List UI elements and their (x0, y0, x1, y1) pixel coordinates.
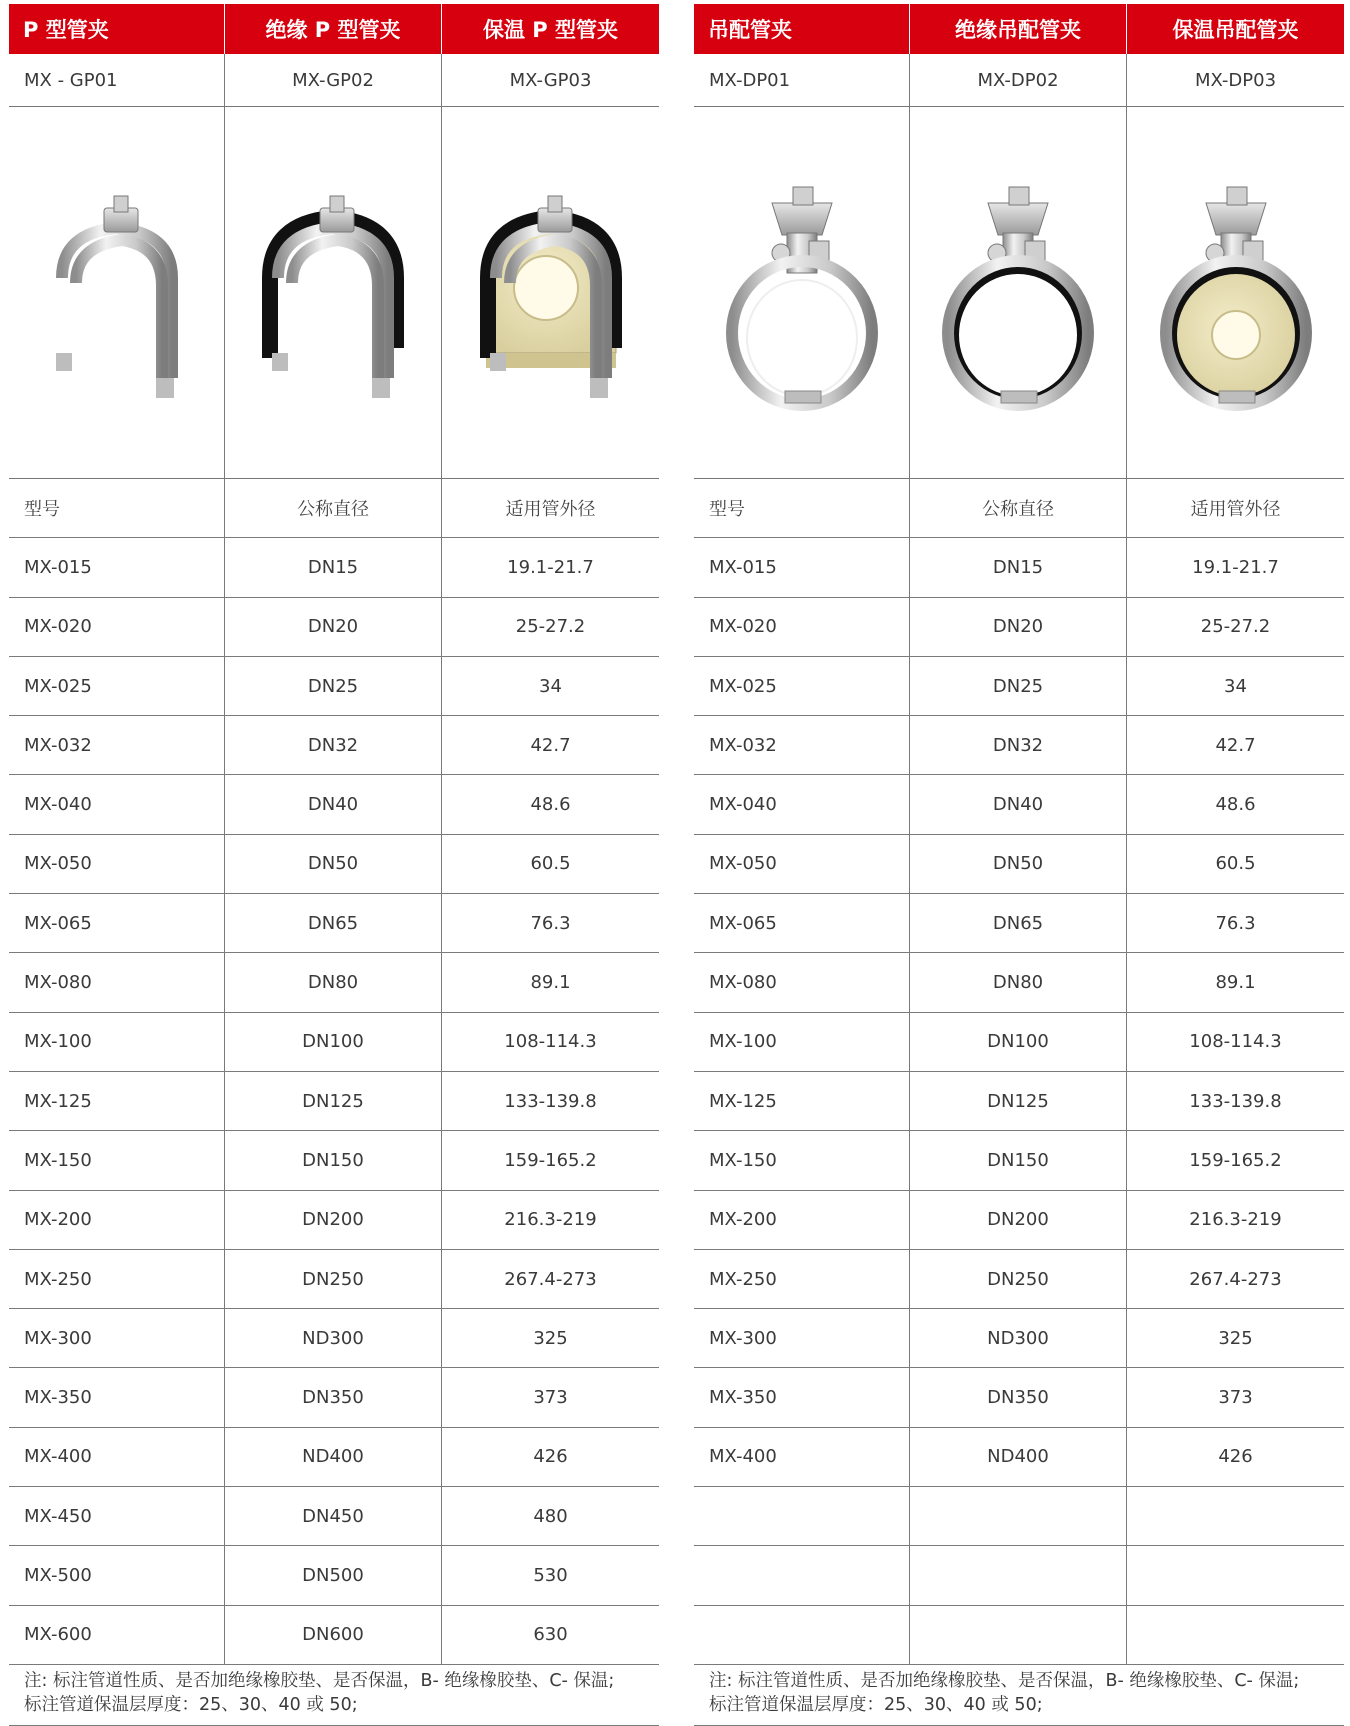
table-cell (910, 1487, 1127, 1545)
table-row (9, 775, 659, 834)
table-cell: MX-200 (9, 1191, 225, 1249)
table-cell: DN40 (910, 775, 1127, 833)
table-cell: 34 (1224, 675, 1247, 697)
table-row (9, 1013, 659, 1072)
table-cell: MX-250 (9, 1250, 225, 1308)
table-cell: MX-125 (9, 1072, 225, 1130)
table-row (9, 1368, 659, 1427)
product-code: MX-DP03 (1194, 69, 1277, 91)
product-image-row (694, 107, 1344, 479)
table-cell: 373 (1218, 1387, 1253, 1409)
product-image-cell (225, 107, 442, 478)
table-cell: MX-015 (9, 538, 225, 596)
table-cell: DN150 (910, 1131, 1127, 1189)
table-cell: MX-025 (694, 657, 910, 715)
product-image-cell (694, 107, 910, 478)
table-cell: DN450 (225, 1487, 442, 1545)
table-cell: 42.7 (530, 734, 571, 756)
plain-hanger-clamp-icon (717, 173, 887, 413)
table-row (694, 1131, 1344, 1190)
table-cell: DN40 (225, 775, 442, 833)
product-header: 吊配管夹 (694, 4, 910, 54)
table-cell: MX-600 (9, 1606, 225, 1664)
table-row (694, 598, 1344, 657)
table-row (9, 1309, 659, 1368)
product-image-row (9, 107, 659, 479)
table-cell: MX-150 (9, 1131, 225, 1189)
table-cell: 34 (539, 675, 562, 697)
table-cell: DN80 (225, 953, 442, 1011)
table-cell: 108-114.3 (504, 1031, 597, 1053)
table-cell: ND400 (225, 1428, 442, 1486)
table-cell: MX-300 (9, 1309, 225, 1367)
table-cell: 480 (533, 1505, 568, 1527)
table-cell: DN50 (910, 835, 1127, 893)
table-cell: DN20 (225, 598, 442, 656)
table-cell: 426 (1218, 1446, 1253, 1468)
table-cell: DN125 (910, 1072, 1127, 1130)
table-cell: DN65 (910, 894, 1127, 952)
table-row (694, 716, 1344, 775)
table-cell: MX-080 (9, 953, 225, 1011)
column-header: 型号 (9, 479, 225, 537)
table-cell: MX-400 (9, 1428, 225, 1486)
note (9, 1665, 659, 1726)
insulated-hanger-clamp-icon (1151, 173, 1321, 413)
table-row (9, 1546, 659, 1605)
table-cell: MX-450 (9, 1487, 225, 1545)
product-image-cell (910, 107, 1127, 478)
table-row (9, 1428, 659, 1487)
table-cell: 267.4-273 (1189, 1268, 1282, 1290)
table-cell: 60.5 (530, 853, 571, 875)
note-line: 标注管道保温层厚度：25、30、40 或 50; (709, 1694, 1043, 1715)
product-image-cell (442, 107, 659, 478)
table-cell: 373 (533, 1387, 568, 1409)
table-cell (1127, 1546, 1344, 1604)
product-header: P 型管夹 (9, 4, 225, 54)
table-cell: 133-139.8 (504, 1090, 597, 1112)
product-header: 绝缘 P 型管夹 (225, 4, 442, 54)
table-cell: 60.5 (1215, 853, 1256, 875)
table-cell: ND400 (910, 1428, 1127, 1486)
table-row (694, 1606, 1344, 1665)
table-cell: MX-032 (9, 716, 225, 774)
table-row (9, 894, 659, 953)
product-header: 保温吊配管夹 (1172, 18, 1299, 42)
table-cell: 25-27.2 (515, 616, 586, 638)
table-cell: MX-020 (9, 598, 225, 656)
table-cell: 76.3 (1215, 912, 1256, 934)
table-cell: MX-040 (9, 775, 225, 833)
product-image-cell (1127, 107, 1344, 478)
plain-p-clamp-icon (32, 178, 202, 408)
table-cell: MX-050 (9, 835, 225, 893)
product-code: MX - GP01 (9, 54, 225, 106)
column-header: 适用管外径 (505, 499, 596, 521)
table-cell (910, 1546, 1127, 1604)
table-cell: MX-300 (694, 1309, 910, 1367)
table-row (9, 1487, 659, 1546)
table-cell: 25-27.2 (1200, 616, 1271, 638)
table-cell: DN125 (225, 1072, 442, 1130)
table-cell: ND300 (225, 1309, 442, 1367)
table-cell: DN250 (225, 1250, 442, 1308)
table-cell: 159-165.2 (504, 1149, 597, 1171)
table-row (694, 1309, 1344, 1368)
table-cell: DN100 (910, 1013, 1127, 1071)
table-row (694, 775, 1344, 834)
table-cell: DN350 (225, 1368, 442, 1426)
table-row (9, 835, 659, 894)
table-cell: 216.3-219 (1189, 1209, 1282, 1231)
table-cell: MX-050 (694, 835, 910, 893)
table-cell: DN150 (225, 1131, 442, 1189)
table-row (694, 835, 1344, 894)
table-cell: DN15 (910, 538, 1127, 596)
table-cell: 19.1-21.7 (507, 556, 594, 578)
rubber-lined-hanger-clamp-icon (933, 173, 1103, 413)
table-row (694, 953, 1344, 1012)
table-cell: MX-350 (9, 1368, 225, 1426)
table-cell: 325 (1218, 1327, 1253, 1349)
table-cell: 426 (533, 1446, 568, 1468)
table-cell: DN25 (910, 657, 1127, 715)
table-row (694, 1072, 1344, 1131)
left-table-panel (9, 4, 659, 1726)
table-row (9, 1072, 659, 1131)
table-row (9, 1191, 659, 1250)
table-cell: MX-350 (694, 1368, 910, 1426)
table-cell: 530 (533, 1564, 568, 1586)
table-cell: 267.4-273 (504, 1268, 597, 1290)
right-table-panel (694, 4, 1344, 1726)
rubber-lined-p-clamp-icon (248, 178, 418, 408)
table-cell: MX-025 (9, 657, 225, 715)
column-header: 公称直径 (910, 479, 1127, 537)
table-row (694, 1487, 1344, 1546)
table-cell: ND300 (910, 1309, 1127, 1367)
table-cell: 108-114.3 (1189, 1031, 1282, 1053)
table-cell: DN80 (910, 953, 1127, 1011)
table-cell: 19.1-21.7 (1192, 556, 1279, 578)
column-header: 型号 (694, 479, 910, 537)
product-header: 保温 P 型管夹 (482, 18, 618, 42)
table-row (694, 1013, 1344, 1072)
table-row (694, 538, 1344, 597)
product-code-row (694, 54, 1344, 107)
table-cell (1127, 1487, 1344, 1545)
table-cell (694, 1487, 910, 1545)
table-cell: MX-065 (694, 894, 910, 952)
table-cell: MX-150 (694, 1131, 910, 1189)
table-cell (694, 1606, 910, 1664)
table-row (9, 538, 659, 597)
table-cell: MX-015 (694, 538, 910, 596)
note (694, 1665, 1344, 1726)
product-header: 绝缘吊配管夹 (910, 4, 1127, 54)
header-row (694, 4, 1344, 54)
table-cell: MX-020 (694, 598, 910, 656)
table-cell: DN500 (225, 1546, 442, 1604)
note-line: 注: 标注管道性质、是否加绝缘橡胶垫、是否保温，B- 绝缘橡胶垫、C- 保温; (24, 1670, 615, 1691)
table-row (9, 1250, 659, 1309)
table-cell: MX-500 (9, 1546, 225, 1604)
table-cell: DN200 (910, 1191, 1127, 1249)
table-cell: 48.6 (1215, 794, 1256, 816)
table-cell: DN600 (225, 1606, 442, 1664)
table-cell: 159-165.2 (1189, 1149, 1282, 1171)
table-cell: MX-100 (694, 1013, 910, 1071)
table-row (694, 1250, 1344, 1309)
table-cell (694, 1546, 910, 1604)
table-cell: MX-125 (694, 1072, 910, 1130)
column-header: 适用管外径 (1190, 499, 1281, 521)
note-line: 注: 标注管道性质、是否加绝缘橡胶垫、是否保温，B- 绝缘橡胶垫、C- 保温; (709, 1670, 1300, 1691)
header-row (9, 4, 659, 54)
table-cell: 325 (533, 1327, 568, 1349)
table-cell: 48.6 (530, 794, 571, 816)
table-cell: 133-139.8 (1189, 1090, 1282, 1112)
column-header: 公称直径 (225, 479, 442, 537)
table-cell: DN350 (910, 1368, 1127, 1426)
table-cell: MX-250 (694, 1250, 910, 1308)
table-row (9, 598, 659, 657)
product-code: MX-DP02 (910, 54, 1127, 106)
table-cell: DN65 (225, 894, 442, 952)
table-row (9, 657, 659, 716)
table-cell: 89.1 (1215, 972, 1256, 994)
table-cell: 216.3-219 (504, 1209, 597, 1231)
table-cell (910, 1606, 1127, 1664)
table-cell: 630 (533, 1624, 568, 1646)
table-cell: MX-200 (694, 1191, 910, 1249)
table-cell: MX-100 (9, 1013, 225, 1071)
table-cell: DN25 (225, 657, 442, 715)
table-row (9, 1131, 659, 1190)
table-row (694, 1368, 1344, 1427)
note-line: 标注管道保温层厚度：25、30、40 或 50; (24, 1694, 358, 1715)
product-code: MX-DP01 (694, 54, 910, 106)
table-row (9, 1606, 659, 1665)
table-cell: DN20 (910, 598, 1127, 656)
table-cell: MX-065 (9, 894, 225, 952)
insulated-p-clamp-icon (466, 178, 636, 408)
product-code-row (9, 54, 659, 107)
table-cell (1127, 1606, 1344, 1664)
table-row (694, 894, 1344, 953)
column-header-row (9, 479, 659, 538)
table-cell: MX-400 (694, 1428, 910, 1486)
table-cell: 76.3 (530, 912, 571, 934)
table-cell: 42.7 (1215, 734, 1256, 756)
product-code: MX-GP02 (225, 54, 442, 106)
table-row (694, 1191, 1344, 1250)
table-cell: 89.1 (530, 972, 571, 994)
table-cell: DN32 (225, 716, 442, 774)
table-cell: DN100 (225, 1013, 442, 1071)
column-header-row (694, 479, 1344, 538)
table-cell: DN200 (225, 1191, 442, 1249)
table-cell: DN50 (225, 835, 442, 893)
table-row (694, 1546, 1344, 1605)
table-row (694, 657, 1344, 716)
table-cell: DN250 (910, 1250, 1127, 1308)
product-code: MX-GP03 (509, 69, 592, 91)
table-cell: DN32 (910, 716, 1127, 774)
table-row (694, 1428, 1344, 1487)
product-image-cell (9, 107, 225, 478)
table-row (9, 716, 659, 775)
table-cell: MX-080 (694, 953, 910, 1011)
table-row (9, 953, 659, 1012)
table-cell: MX-040 (694, 775, 910, 833)
table-cell: DN15 (225, 538, 442, 596)
table-cell: MX-032 (694, 716, 910, 774)
